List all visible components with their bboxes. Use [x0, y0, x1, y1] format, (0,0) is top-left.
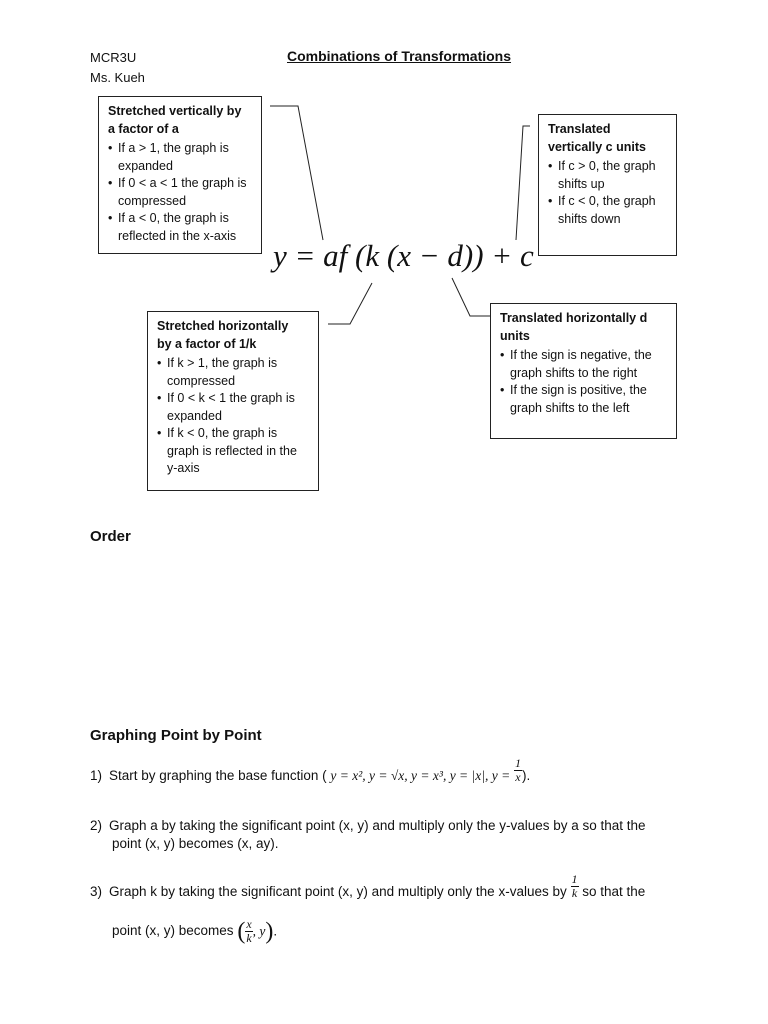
- step-3: 3) Graph k by taking the significant point (x, y) and multiply only the x-values by $\frac{1}{k}$ so that the point (x, y) becomes ( $\frac{x}{k}$ , y).: [90, 871, 646, 945]
- bullet: • If c > 0, the graph shifts up: [548, 158, 668, 193]
- fraction-one-over-x: $\frac{1}{x}$: [514, 755, 521, 784]
- box-horizontal-translation: [490, 303, 677, 439]
- connector-d: [452, 278, 490, 316]
- course-code: MCR3U: [90, 50, 137, 65]
- bullet: • If 0 < k < 1 the graph is expanded: [157, 390, 310, 425]
- step-number: 1): [90, 768, 103, 783]
- transformation-formula: y = af (k (x − d)) + c: [273, 238, 534, 273]
- step-2: [90, 817, 710, 857]
- step-text-line2: point (x, y) becomes (x, ay).: [112, 836, 279, 851]
- step-text-line1: Graph a by taking the significant point (x, y) and multiply only the y-values by a so that the: [109, 818, 646, 833]
- bullet: • If a < 0, the graph is reflected in the x-axis: [108, 210, 253, 245]
- bullet: • If the sign is negative, the graph shifts to the right: [500, 347, 668, 382]
- box-title: Translated horizontally d units: [500, 311, 648, 343]
- box-vertical-translation: [538, 114, 677, 256]
- connector-k: [328, 283, 372, 324]
- paren-open: (: [237, 918, 246, 945]
- bullet: • If the sign is positive, the graph shifts to the left: [500, 382, 668, 417]
- base-functions: y = x², y = √x, y = x³, y = |x|, y =: [330, 768, 511, 783]
- box-title: Translated vertically c units: [548, 122, 646, 154]
- step-text-line1: Graph k by taking the significant point (x, y) and multiply only the x-values by: [109, 884, 567, 899]
- bullet: • If a > 1, the graph is expanded: [108, 140, 253, 175]
- page-title: Combinations of Transformations: [287, 48, 512, 64]
- box-title: Stretched horizontally by a factor of 1/k: [157, 319, 289, 351]
- connector-c: [516, 126, 530, 240]
- step-text-line2: point (x, y) becomes: [112, 923, 234, 939]
- teacher-name: Ms. Kueh: [90, 70, 145, 85]
- fraction-one-over-k: $\frac{1}{k}$: [571, 871, 578, 900]
- bullet: • If c < 0, the graph shifts down: [548, 193, 668, 228]
- step-text: Start by graphing the base function (: [109, 768, 327, 783]
- bullet: • If k > 1, the graph is compressed: [157, 355, 310, 390]
- graphing-heading: Graphing Point by Point: [90, 727, 262, 744]
- fraction-x-over-k: $\frac{x}{k}$: [246, 917, 252, 945]
- order-heading: Order: [90, 528, 131, 545]
- box-vertical-stretch: [98, 96, 262, 254]
- box-title: Stretched vertically by a factor of a: [108, 104, 242, 136]
- connector-a: [270, 106, 323, 240]
- box-horizontal-stretch: [147, 311, 319, 491]
- step-number: 3): [90, 884, 103, 899]
- bullet: • If k < 0, the graph is graph is reflected in the y-axis: [157, 425, 310, 478]
- step-number: 2): [90, 818, 103, 833]
- paren-close: ): [265, 918, 274, 945]
- bullet: • If 0 < a < 1 the graph is compressed: [108, 175, 253, 210]
- step-1: 1) Start by graphing the base function ( y = x², y = √x, y = x³, y = |x|, y = $\frac{1}{x}$ ).: [90, 755, 531, 784]
